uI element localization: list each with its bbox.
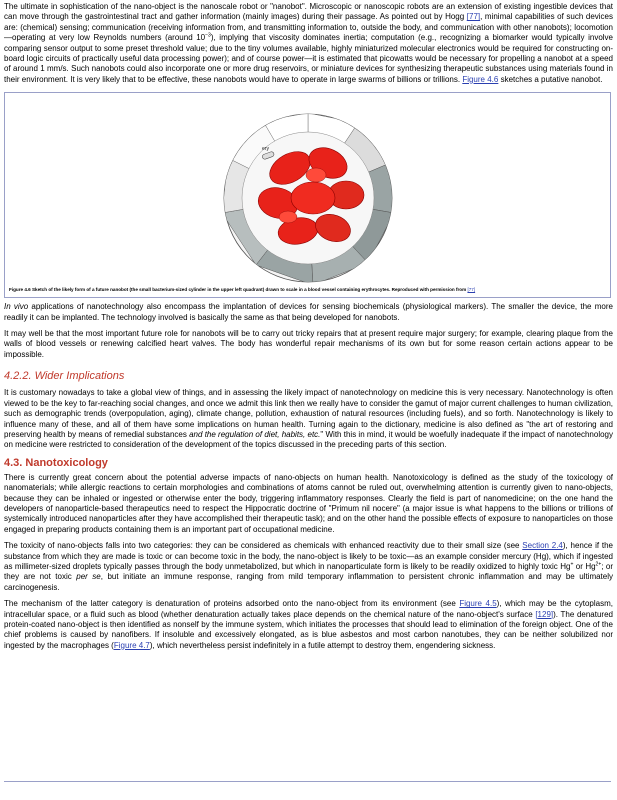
caption-text: Figure 4.6 Sketch of the likely form of a future nanobot (the small bacterium-sized cylinder in the upper left quadrant) drawn to scale in a blood vessel containing erythrocytes. Reproduced with permission from (9, 287, 468, 293)
text: The toxicity of nano-objects falls into two categories: they can be considered as chemicals with enhanced reactivity due to their small size (see (4, 541, 523, 551)
nanobot-illustration (218, 113, 398, 283)
paragraph-denaturation (4, 599, 613, 651)
superscript: + (570, 561, 574, 568)
figure-caption (9, 287, 475, 293)
figure-4-5-link[interactable]: Figure 4.5 (459, 599, 497, 609)
text: , minimal capabilities of such devices are: (chemical) sensing; communication (receiving information from, and transmitting information to, outside the body, and communication with other nanobots); locomotion—operating at very low Reynolds numbers (around 10 (4, 12, 613, 43)
reference-link-129[interactable]: [129] (535, 609, 554, 619)
paragraph-in-vivo (4, 302, 613, 323)
italic-text: In vivo (4, 302, 29, 312)
paragraph-nanobot-intro (4, 2, 613, 85)
reference-link-77[interactable]: [77] (466, 12, 481, 22)
figure-4-7-link[interactable]: Figure 4.7 (113, 640, 150, 650)
nanobot-label: ery (262, 146, 269, 153)
section-heading-wider-implications: 4.2.2. Wider Implications (4, 370, 125, 383)
text: ), hence if the substance from which they are made is toxic or can become toxic in the body, the nano-object is likely to be toxic—as an example consider mercury (Hg), which if ingested as millimeter-sized droplets typically passes through the body unmetabolized, but which in nanoparticulate form is likely to be readily oxidized to highly toxic Hg (4, 541, 614, 571)
italic-text: per se (76, 572, 101, 582)
text: The mechanism of the latter category is denaturation of proteins adsorbed onto the nano-object from its environment (see (4, 599, 460, 609)
paragraph-toxicity-categories (4, 541, 613, 593)
figure-4-6 (4, 92, 611, 298)
section-2-4-link[interactable]: Section 2.4 (522, 541, 563, 551)
paragraph-wider-implications (4, 388, 613, 450)
paragraph-repairs: It may well be that the most important future role for nanobots will be to carry out tricky repairs that at present require major surgery; for example, clearing plaque from the walls of blood vessels or renewing calcified heart valves. The body has wonderful repair mechanisms of its own but for some reason certain actions appear to be impossible. (4, 329, 613, 359)
text: ). The denatured protein-coated nano-object is then identified as nonself by the immune system, which initiates the processes that should lead to elimination of the foreign object. One of the chief problems is caused by nanofibers. If insoluble and excessively elongated, as is blue asbestos and most carbon nanotubes, they can be neither solubilized nor ingested by the macrophages ( (4, 609, 613, 650)
italic-text: and the regulation of diet, habits, etc. (189, 429, 321, 439)
text: ), which may be the cytoplasm, intracellular space, or a fluid such as blood (whether denaturation actually takes place depends on the chemical nature of the nano-object's surface (4, 599, 613, 619)
text: ; or they are not toxic (4, 561, 613, 582)
section-heading-nanotoxicology: 4.3. Nanotoxicology (4, 456, 108, 469)
text: applications of nanotechnology also encompass the implantation of devices for sensing biochemicals (physiological markers). The smaller the device, the more readily it can be implanted. The technology involved is basically the same as that being developed for nanobots. (4, 302, 613, 322)
text: ), which nevertheless persist indefinitely in a futile attempt to destroy them, engendering sickness. (149, 640, 496, 650)
reference-link-77-caption[interactable]: [77] (467, 287, 476, 293)
text: It is customary nowadays to take a global view of things, and in assessing the likely impact of nanotechnology on medicine this is very necessary. Nanotechnology is often viewed to be the key to far-reaching social changes, and once we admit this link then we really have to consider the gamut of major current challenges to human civilization, such as demographic trends (overpopulation, aging), climate change, pollution, exhaustion of natural resources (including fuels), and so forth. Nanotechnology is likely to influence many of these, and all of them have some implications on human health. Turning again to the dictionary, medicine is also defined as "the art of restoring and preserving health by means of remedial substances (4, 388, 613, 439)
text: ), implying that viscosity dominates inertia; computation (e.g., recognizing a biomarker would typically involve comparing sensor output to some preset threshold value; due to the tiny volumes available, highly miniaturized molecular electronics would be required for constructing on-board logic circuits of practically useful data processing power); and of course power—it is estimated that picowatts would be necessary for propelling a nanobot at a speed of around 1 mm/s. Such nanobots could also incorporate one or more drug reservoirs, or miniature devices for synthesizing therapeutic substances using materials found in their environment. It is very likely that to be effective, these nanobots would have to operate in large swarms of billions or trillions. (4, 33, 614, 84)
superscript: 2+ (595, 561, 602, 568)
text: " With this in mind, it would be woefully inadequate if the impact of nanotechnology on medicine were restricted to consideration of the development of the topics discussed in the preceding parts of this section. (4, 429, 613, 450)
text: sketches a putative nanobot. (498, 74, 603, 84)
paragraph-nanotoxicology: There is currently great concern about the potential adverse impacts of nano-objects on human health. Nanotoxicology is defined as the study of the toxicology of nanomaterials; while allergic reactions to certain morphologies and combinations of atoms cannot be ruled out, overwhelming attention is currently given to nano-objects, because they can be inhaled or ingested or otherwise enter the body, triggering inflammatory responses. Clearly the field is part of nanomedicine; on the one hand the developers of nanoparticle-based therapeutics need to respect the Hippocratic doctrine of "Primum nil nocere" (a major issue is what happens to the billions or trillions of systemically introduced nanoparticles after they have accomplished their therapeutic task); and on the other hand the possible effects of exposure to nanoparticles on those engaged in preparing products containing them is an important part of occupational medicine. (4, 472, 613, 534)
text: or Hg (573, 561, 596, 571)
superscript: −3 (205, 32, 211, 39)
text: , but initiate an immune response, ranging from mild temporary inflammation to persistent chronic inflammation and may be ultimately carcinogenesis. (4, 572, 614, 592)
figure-4-6-link[interactable]: Figure 4.6 (462, 74, 499, 84)
text: The ultimate in sophistication of the nano-object is the nanoscale robot or "nanobot". Microscopic or nanoscopic robots are an extension of existing ingestible devices that can move through the gastrointestinal tract and gather information (mainly images) during their passage. As pointed out by Hogg (4, 2, 613, 22)
next-figure-border (4, 781, 611, 782)
